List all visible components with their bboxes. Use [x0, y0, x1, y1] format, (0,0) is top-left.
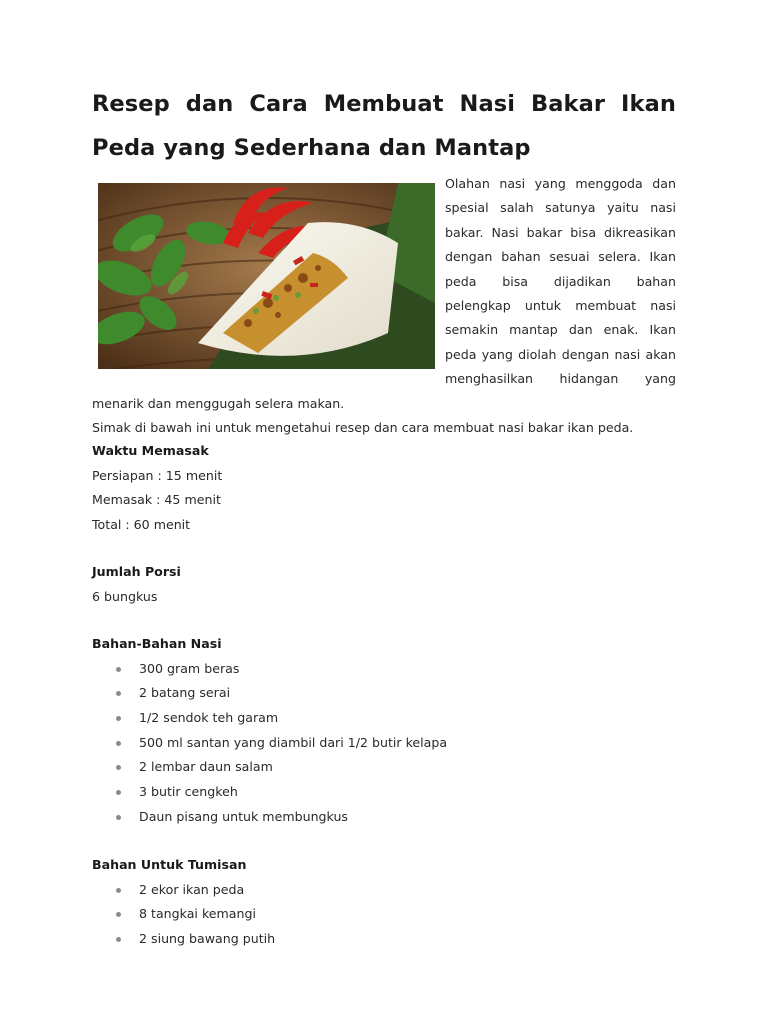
- bullet-icon: [116, 667, 121, 672]
- stir-fry-ingredients-heading: Bahan Untuk Tumisan: [92, 857, 247, 872]
- bullet-icon: [116, 815, 121, 820]
- list-item: 3 butir cengkeh: [92, 780, 676, 805]
- list-item: 1/2 sendok teh garam: [92, 706, 676, 731]
- bullet-icon: [116, 691, 121, 696]
- intro-paragraph: Olahan nasi yang menggoda dan spesial salah satunya yaitu nasi bakar. Nasi bakar bisa dikreasikan dengan bahan sesuai selera. Ikan peda bisa dijadikan bahan pelengkap untuk membuat nasi semakin mantap dan enak. Ikan peda yang diolah dengan nasi akan menghasilkan hidangan yang menarik dan menggugah selera makan.: [92, 176, 676, 411]
- bullet-icon: [116, 765, 121, 770]
- stir-fry-ingredients-section: [92, 853, 676, 952]
- list-item: 2 lembar daun salam: [92, 755, 676, 780]
- rice-ingredients-list: [92, 657, 676, 830]
- cook-time: Memasak : 45 menit: [92, 492, 221, 507]
- bullet-icon: [116, 741, 121, 746]
- list-item: 8 tangkai kemangi: [92, 902, 676, 927]
- prep-time: Persiapan : 15 menit: [92, 467, 223, 483]
- list-item: 2 siung bawang putih: [92, 927, 676, 952]
- list-item: 2 ekor ikan peda: [92, 878, 676, 903]
- page-title: Resep dan Cara Membuat Nasi Bakar Ikan Peda yang Sederhana dan Mantap: [92, 91, 676, 161]
- cooking-time-section: [92, 439, 676, 537]
- list-item: 300 gram beras: [92, 657, 676, 682]
- list-item: Daun pisang untuk membungkus: [92, 805, 676, 830]
- bullet-icon: [116, 716, 121, 721]
- stir-fry-ingredients-list: [92, 878, 676, 952]
- servings-section: [92, 560, 676, 609]
- list-item: 500 ml santan yang diambil dari 1/2 butir kelapa: [92, 731, 676, 756]
- bullet-icon: [116, 912, 121, 917]
- rice-ingredients-section: [92, 632, 676, 829]
- servings-value: 6 bungkus: [92, 588, 158, 604]
- intro-paragraph-2: Simak di bawah ini untuk mengetahui resep dan cara membuat nasi bakar ikan peda.: [92, 420, 634, 436]
- total-time: Total : 60 menit: [92, 516, 191, 532]
- rice-ingredients-heading: Bahan-Bahan Nasi: [92, 636, 222, 651]
- bullet-icon: [116, 790, 121, 795]
- intro-section: [92, 172, 676, 440]
- cooking-time-heading: Waktu Memasak: [92, 443, 209, 458]
- list-item: 2 batang serai: [92, 681, 676, 706]
- servings-heading: Jumlah Porsi: [92, 564, 181, 579]
- bullet-icon: [116, 888, 121, 893]
- bullet-icon: [116, 937, 121, 942]
